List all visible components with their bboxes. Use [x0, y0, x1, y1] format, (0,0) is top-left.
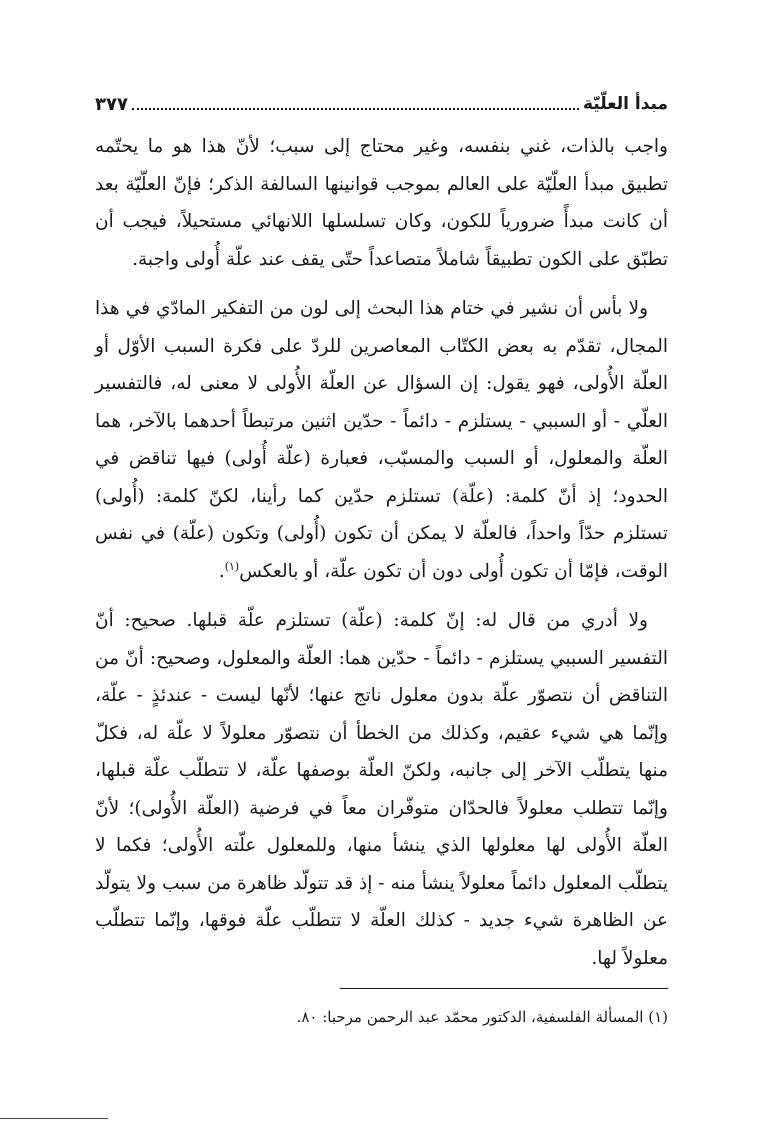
footnote-divider — [340, 988, 668, 989]
chapter-title: مبدأ العلّيّة — [582, 94, 668, 114]
footnote-marker[interactable]: (١) — [224, 559, 240, 573]
page-edge-line — [0, 1118, 108, 1119]
paragraph-2 — [95, 290, 668, 590]
page-number: ٣٧٧ — [95, 93, 128, 115]
paragraph-3 — [95, 602, 668, 977]
paragraph-1 — [95, 128, 668, 278]
footnote: (١) المسألة الفلسفية، الدكتور محمّد عبد الرحمن مرحبا: ٨٠. — [296, 1008, 668, 1026]
paragraph-2-end: . — [218, 560, 225, 582]
paragraph-2-text: ولا بأس أن نشير في ختام هذا البحث إلى لون من التفكير المادّي في هذا المجال، تقدّم به بعض الكتّاب المعاصرين للردّ على فكرة السبب الأوّل أو العلّة الأُولى، فهو يقول: إن السؤال عن العلّة الأُولى لا معنى له، فالتفسير العلّي - أو السببي - يستلزم - دائماً - حدّين اثنين مرتبطاً أحدهما بالآخر، هما العلّة والمعلول، أو السبب والمسبّب، فعبارة (علّة أُولى) فيها تناقض في الحدود؛ إذ أنّ كلمة: (علّة) تستلزم حدّين كما رأينا، لكنّ كلمة: (أُولى) تستلزم حدّاً واحداً، فالعلّة لا يمكن أن تكون (أُولى) وتكون (علّة) في نفس الوقت، فإمّا أن تكون أُولى دون أن تكون علّة، أو بالعكس — [95, 298, 668, 582]
running-header — [95, 88, 668, 120]
paragraph-3-text: ولا أدري من قال له: إنّ كلمة: (علّة) تستلزم علّة قبلها. صحيح: أنّ التفسير السببي يستلزم - دائماً - حدّين هما: العلّة والمعلول، وصحيح: أنّ من التناقض أن نتصوّر علّة بدون معلول ناتج عنها؛ لأنّها ليست - عندئذٍ - علّة، وإنّما هي شيء عقيم، وكذلك من الخطأ أن نتصوّر معلولاً لا علّة له، فكلّ منها يتطلّب الآخر إلى جانبه، ولكنّ العلّة بوصفها علّة، لا تتطلّب علّة قبلها، وإنّما تتطلب معلولاً فالحدّان متوفّران معاً في فرضية (العلّة الأُولى)؛ لأنّ العلّة الأُولى لها معلولها الذي ينشأ منها، وللمعلول علّته الأُولى؛ فكما لا يتطلّب المعلول دائماً معلولاً ينشأ منه - إذ قد تتولّد ظاهرة من سبب ولا يتولّد عن الظاهرة شيء جديد - كذلك العلّة لا تتطلّب علّة فوقها، وإنّما تتطلّب معلولاً لها. — [95, 610, 668, 969]
dotted-leader — [132, 108, 579, 110]
paragraph-1-text: واجب بالذات، غني بنفسه، وغير محتاج إلى سبب؛ لأنّ هذا هو ما يحتّمه تطبيق مبدأ العلّيّة على العالم بموجب قوانينها السالفة الذكر؛ فإنّ العلّيّة بعد أن كانت مبدأً ضرورياً للكون، وكان تسلسلها اللانهائي مستحيلاً، فيجب أن تطبّق على الكون تطبيقاً شاملاً متصاعداً حتّى يقف عند علّة أُولى واجبة. — [95, 136, 668, 270]
body-text — [95, 128, 668, 989]
